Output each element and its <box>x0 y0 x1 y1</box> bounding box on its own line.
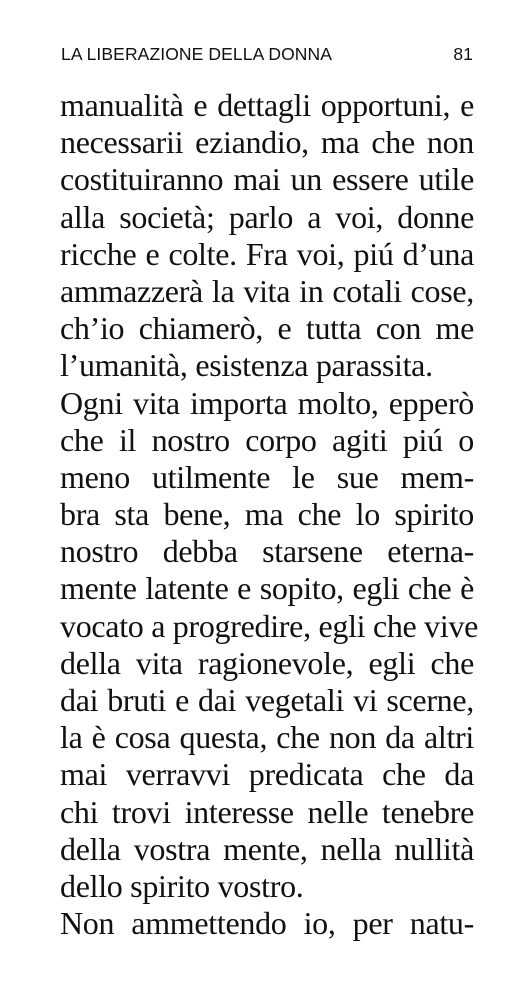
text-line: chi trovi interesse nelle tenebre <box>60 793 474 830</box>
paragraph-end-line: dello spirito vostro. <box>60 867 304 904</box>
text-line: della vostra mente, nella nullità <box>60 830 474 867</box>
text-line: ricche e colte. Fra voi, piú d’una <box>60 235 474 272</box>
text-line: meno utilmente le sue mem- <box>60 458 474 495</box>
text-line: la è cosa questa, che non da altri <box>60 719 474 756</box>
text-line: mente latente e sopito, egli che è <box>60 570 474 607</box>
text-line: bra sta bene, ma che lo spirito <box>60 496 474 533</box>
text-line: mai verravvi predicata che da <box>60 756 474 793</box>
text-line: nostro debba starsene eterna- <box>60 533 474 570</box>
paragraph-end-line: l’umanità, esistenza parassita. <box>60 347 433 384</box>
body-text <box>60 87 479 942</box>
text-line: dai bruti e dai vegetali vi scerne, <box>60 682 474 718</box>
text-line: ammazzerà la vita in cotali cose, <box>60 272 474 309</box>
text-line: della vita ragionevole, egli che <box>60 644 474 681</box>
text-line: necessarii eziandio, ma che non <box>60 124 474 161</box>
text-line: Ogni vita importa molto, epperò <box>60 384 474 421</box>
text-line: manualità e dettagli opportuni, e <box>60 87 474 123</box>
running-head <box>61 41 473 67</box>
text-line: ch’io chiamerò, e tutta con me <box>60 310 474 347</box>
page-number: 81 <box>453 44 473 64</box>
running-title: LA LIBERAZIONE DELLA DONNA <box>61 44 333 64</box>
text-line: vocato a progredire, egli che vive <box>60 607 479 644</box>
text-line: alla società; parlo a voi, donne <box>60 198 474 235</box>
text-line: che il nostro corpo agiti piú o <box>60 421 474 458</box>
text-line: Non ammettendo io, per natu- <box>60 905 474 942</box>
text-line: costituiranno mai un essere utile <box>60 161 474 198</box>
